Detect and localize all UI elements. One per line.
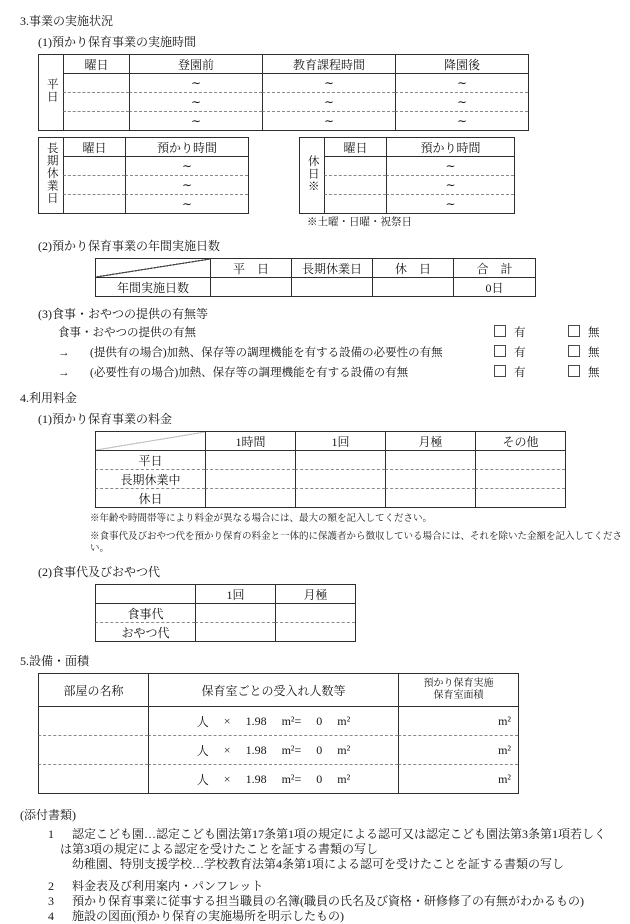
formula-result: 0 xyxy=(316,771,323,786)
area-input-cell[interactable]: m² xyxy=(398,735,518,764)
area-input-cell[interactable]: m² xyxy=(398,764,518,793)
section4-2-heading: (2)食事代及びおやつ代 xyxy=(38,565,160,579)
capacity-formula xyxy=(149,707,398,735)
day-input-cell[interactable] xyxy=(63,175,125,194)
checkbox-group-no xyxy=(568,343,600,363)
day-input-cell[interactable] xyxy=(324,156,386,175)
room-name-input-cell[interactable] xyxy=(38,706,148,735)
checkbox-no[interactable] xyxy=(568,365,580,377)
fee-input-cell[interactable] xyxy=(475,488,565,507)
days-input-cell[interactable] xyxy=(210,277,291,296)
fee-input-cell[interactable] xyxy=(205,450,295,469)
section4-heading: 4.利用料金 xyxy=(20,391,78,405)
weekday-group-label-text: 平日 xyxy=(45,78,58,103)
attachment-1-text-line2: は第3項の規定による認定を受けたことを証する書類の写し xyxy=(60,842,379,856)
time-range-cell[interactable]: ∼ xyxy=(262,111,395,130)
col-header-capacity: 保育室ごとの受入れ人数等 xyxy=(148,673,398,706)
capacity-formula xyxy=(149,765,398,793)
room-name-input-cell[interactable] xyxy=(38,764,148,793)
checkbox-yes[interactable] xyxy=(494,345,506,357)
checkbox-group-yes xyxy=(494,363,526,383)
days-input-cell[interactable] xyxy=(291,277,372,296)
long-vacation-group-label xyxy=(38,137,63,213)
care-fee-table xyxy=(95,431,566,508)
attachment-item-1 xyxy=(0,827,630,872)
annual-days-row-label: 年間実施日数 xyxy=(95,277,210,296)
col-header-room-name: 部屋の名称 xyxy=(38,673,148,706)
formula-result: 0 xyxy=(316,742,323,757)
fee-input-cell[interactable] xyxy=(205,488,295,507)
fee-input-cell[interactable] xyxy=(385,450,475,469)
checkbox-no[interactable] xyxy=(568,325,580,337)
fee-input-cell[interactable] xyxy=(275,622,355,641)
day-input-cell[interactable] xyxy=(63,111,129,130)
fee-row-label-weekday: 平日 xyxy=(95,450,205,469)
weekday-group-label xyxy=(38,54,63,130)
day-input-cell[interactable] xyxy=(63,73,129,92)
area-input-cell[interactable]: m² xyxy=(398,706,518,735)
attachment-item-2 xyxy=(0,879,630,894)
attachment-number: 1 xyxy=(48,827,54,841)
time-range-cell[interactable]: ∼ xyxy=(125,175,248,194)
col-header-care-room-area xyxy=(398,673,518,706)
col-header-monthly: 月極 xyxy=(275,584,355,603)
formula-sqm-equals: m²= xyxy=(281,713,302,728)
col-header-day: 曜日 xyxy=(63,137,125,156)
section4-1-heading: (1)預かり保育事業の料金 xyxy=(38,412,172,426)
care-room-area-line1: 預かり保育実施 xyxy=(423,678,494,689)
time-range-cell[interactable]: ∼ xyxy=(262,73,395,92)
formula-result: 0 xyxy=(316,713,323,728)
col-header-day: 曜日 xyxy=(63,54,129,73)
col-header-curriculum-time: 教育課程時間 xyxy=(262,54,395,73)
attachment-item-3 xyxy=(0,894,630,909)
time-range-cell[interactable]: ∼ xyxy=(262,92,395,111)
meal-fee-table xyxy=(95,584,356,642)
formula-person: 人 xyxy=(196,714,209,729)
capacity-formula-cell[interactable] xyxy=(148,764,398,793)
col-header-after-leaving: 降園後 xyxy=(395,54,528,73)
formula-coefficient: 1.98 xyxy=(245,713,267,728)
checkbox-group-no xyxy=(568,363,600,383)
time-range-cell[interactable]: ∼ xyxy=(125,194,248,213)
fee-row-label-long-vacation: 長期休業中 xyxy=(95,469,205,488)
meal-provision-question: 食事・おやつの提供の有無 xyxy=(58,327,196,339)
holiday-hours-table xyxy=(299,137,515,214)
formula-person: 人 xyxy=(196,743,209,758)
day-input-cell[interactable] xyxy=(63,156,125,175)
checkbox-no-label: 無 xyxy=(588,347,600,359)
col-header-long-vacation: 長期休業日 xyxy=(291,258,372,277)
meal-provision-row xyxy=(0,323,630,343)
checkbox-no-label: 無 xyxy=(588,327,600,339)
fee-input-cell[interactable] xyxy=(195,603,275,622)
cooking-equipment-exist-question: (必要性有の場合)加熱、保存等の調理機能を有する設備の有無 xyxy=(90,367,409,379)
attachment-2-text: 料金表及び利用案内・パンフレット xyxy=(72,879,264,893)
days-total-cell: 0日 xyxy=(453,277,535,296)
arrow-icon: → xyxy=(58,347,70,359)
attachment-4-text: 施設の図面(預かり保育の実施場所を明示したもの) xyxy=(72,909,344,923)
care-room-area-line2: 保育室面積 xyxy=(433,690,484,701)
time-range-cell[interactable]: ∼ xyxy=(129,73,262,92)
cooking-equipment-need-question: (提供有の場合)加熱、保存等の調理機能を有する設備の必要性の有無 xyxy=(90,347,443,359)
col-header-total: 合 計 xyxy=(453,258,535,277)
fee-input-cell[interactable] xyxy=(275,603,355,622)
col-header-weekday: 平 日 xyxy=(210,258,291,277)
room-name-input-cell[interactable] xyxy=(38,735,148,764)
checkbox-yes-label: 有 xyxy=(514,347,526,359)
fee-note-1: ※年齢や時間帯等により料金が異なる場合には、最大の額を記入してください。 xyxy=(90,514,433,524)
fee-input-cell[interactable] xyxy=(295,469,385,488)
time-range-cell[interactable]: ∼ xyxy=(386,194,514,213)
long-vacation-hours-table xyxy=(38,137,249,214)
col-header-other: その他 xyxy=(475,431,565,450)
arrow-icon: → xyxy=(58,367,70,379)
time-range-cell[interactable]: ∼ xyxy=(395,92,528,111)
holiday-table-column xyxy=(299,137,515,230)
formula-multiply: × xyxy=(223,713,231,728)
formula-sqm-equals: m²= xyxy=(281,771,302,786)
holiday-footnote: ※土曜・日曜・祝祭日 xyxy=(307,217,412,228)
attachment-item-4 xyxy=(0,909,630,924)
formula-sqm-equals: m²= xyxy=(281,742,302,757)
annual-days-table xyxy=(95,258,536,297)
time-range-cell[interactable]: ∼ xyxy=(395,111,528,130)
col-header-before-arrival: 登園前 xyxy=(129,54,262,73)
day-input-cell[interactable] xyxy=(324,194,386,213)
attachment-number: 4 xyxy=(48,909,54,923)
attachment-number: 2 xyxy=(48,879,54,893)
section3-2-heading: (2)預かり保育事業の年間実施日数 xyxy=(38,239,220,253)
formula-sqm: m² xyxy=(337,713,351,728)
attachments-heading: (添付書類) xyxy=(20,808,76,822)
fee-row-label-holiday: 休日 xyxy=(95,488,205,507)
diagonal-corner-cell xyxy=(95,258,210,277)
diagonal-corner-cell xyxy=(95,431,205,450)
empty-corner-cell xyxy=(95,584,195,603)
holiday-group-label xyxy=(299,137,324,213)
formula-coefficient: 1.98 xyxy=(245,742,267,757)
section3-heading: 3.事業の実施状況 xyxy=(20,14,114,28)
day-input-cell[interactable] xyxy=(63,92,129,111)
col-header-holiday: 休 日 xyxy=(372,258,453,277)
time-range-cell[interactable]: ∼ xyxy=(386,175,514,194)
col-header-per-session: 1回 xyxy=(295,431,385,450)
formula-sqm: m² xyxy=(337,771,351,786)
time-range-cell[interactable]: ∼ xyxy=(395,73,528,92)
time-range-cell[interactable]: ∼ xyxy=(129,111,262,130)
section3-1-heading: (1)預かり保育事業の実施時間 xyxy=(38,35,196,49)
checkbox-no-label: 無 xyxy=(588,367,600,379)
checkbox-yes[interactable] xyxy=(494,365,506,377)
fee-input-cell[interactable] xyxy=(385,469,475,488)
formula-multiply: × xyxy=(223,771,231,786)
section3-3-heading: (3)食事・おやつの提供の有無等 xyxy=(38,307,208,321)
checkbox-group-yes xyxy=(494,323,526,343)
checkbox-yes[interactable] xyxy=(494,325,506,337)
capacity-formula xyxy=(149,736,398,764)
secondary-hours-tables xyxy=(38,137,630,230)
checkbox-group-no xyxy=(568,323,600,343)
capacity-formula-cell[interactable] xyxy=(148,735,398,764)
attachment-3-text: 預かり保育事業に従事する担当職員の名簿(職員の氏名及び資格・研修修了の有無がわかるもの) xyxy=(72,894,584,908)
col-header-care-time: 預かり時間 xyxy=(125,137,248,156)
snack-fee-row-label: おやつ代 xyxy=(95,622,195,641)
attachment-1-text-line3: 幼稚園、特別支援学校…学校教育法第4条第1項による認可を受けたことを証する書類の写し xyxy=(72,857,565,871)
fee-input-cell[interactable] xyxy=(205,469,295,488)
formula-coefficient: 1.98 xyxy=(245,771,267,786)
fee-input-cell[interactable] xyxy=(385,488,475,507)
checkbox-no[interactable] xyxy=(568,345,580,357)
cooking-equipment-need-row xyxy=(0,343,630,363)
holiday-group-label-text: 休日※ xyxy=(306,154,319,193)
formula-person: 人 xyxy=(196,772,209,787)
meal-fee-row-label: 食事代 xyxy=(95,603,195,622)
time-range-cell[interactable]: ∼ xyxy=(125,156,248,175)
formula-sqm: m² xyxy=(337,742,351,757)
facility-area-table xyxy=(38,673,519,794)
checkbox-group-yes xyxy=(494,343,526,363)
checkbox-yes-label: 有 xyxy=(514,367,526,379)
weekday-hours-table xyxy=(38,54,529,131)
cooking-equipment-exist-row xyxy=(0,363,630,383)
attachment-1-text-line1: 認定こども園…認定こども園法第17条第1項の規定による認可又は認定こども園法第3条第1項若しく xyxy=(72,827,607,841)
capacity-formula-cell[interactable] xyxy=(148,706,398,735)
col-header-per-session: 1回 xyxy=(195,584,275,603)
fee-input-cell[interactable] xyxy=(295,450,385,469)
fee-input-cell[interactable] xyxy=(295,488,385,507)
col-header-care-time: 預かり時間 xyxy=(386,137,514,156)
day-input-cell[interactable] xyxy=(63,194,125,213)
checkbox-yes-label: 有 xyxy=(514,327,526,339)
fee-input-cell[interactable] xyxy=(475,450,565,469)
days-input-cell[interactable] xyxy=(372,277,453,296)
col-header-per-hour: 1時間 xyxy=(205,431,295,450)
fee-input-cell[interactable] xyxy=(195,622,275,641)
time-range-cell[interactable]: ∼ xyxy=(129,92,262,111)
formula-multiply: × xyxy=(223,742,231,757)
day-input-cell[interactable] xyxy=(324,175,386,194)
time-range-cell[interactable]: ∼ xyxy=(386,156,514,175)
section5-heading: 5.設備・面積 xyxy=(20,654,90,668)
col-header-day: 曜日 xyxy=(324,137,386,156)
fee-input-cell[interactable] xyxy=(475,469,565,488)
attachment-number: 3 xyxy=(48,894,54,908)
col-header-monthly: 月極 xyxy=(385,431,475,450)
long-vacation-group-label-text: 長期休業日 xyxy=(45,142,58,205)
fee-note-2: ※食事代及びおやつ代を預かり保育の料金と一体的に保護者から徴収している場合には、それを除いた金額を記入してください。 xyxy=(90,532,623,554)
